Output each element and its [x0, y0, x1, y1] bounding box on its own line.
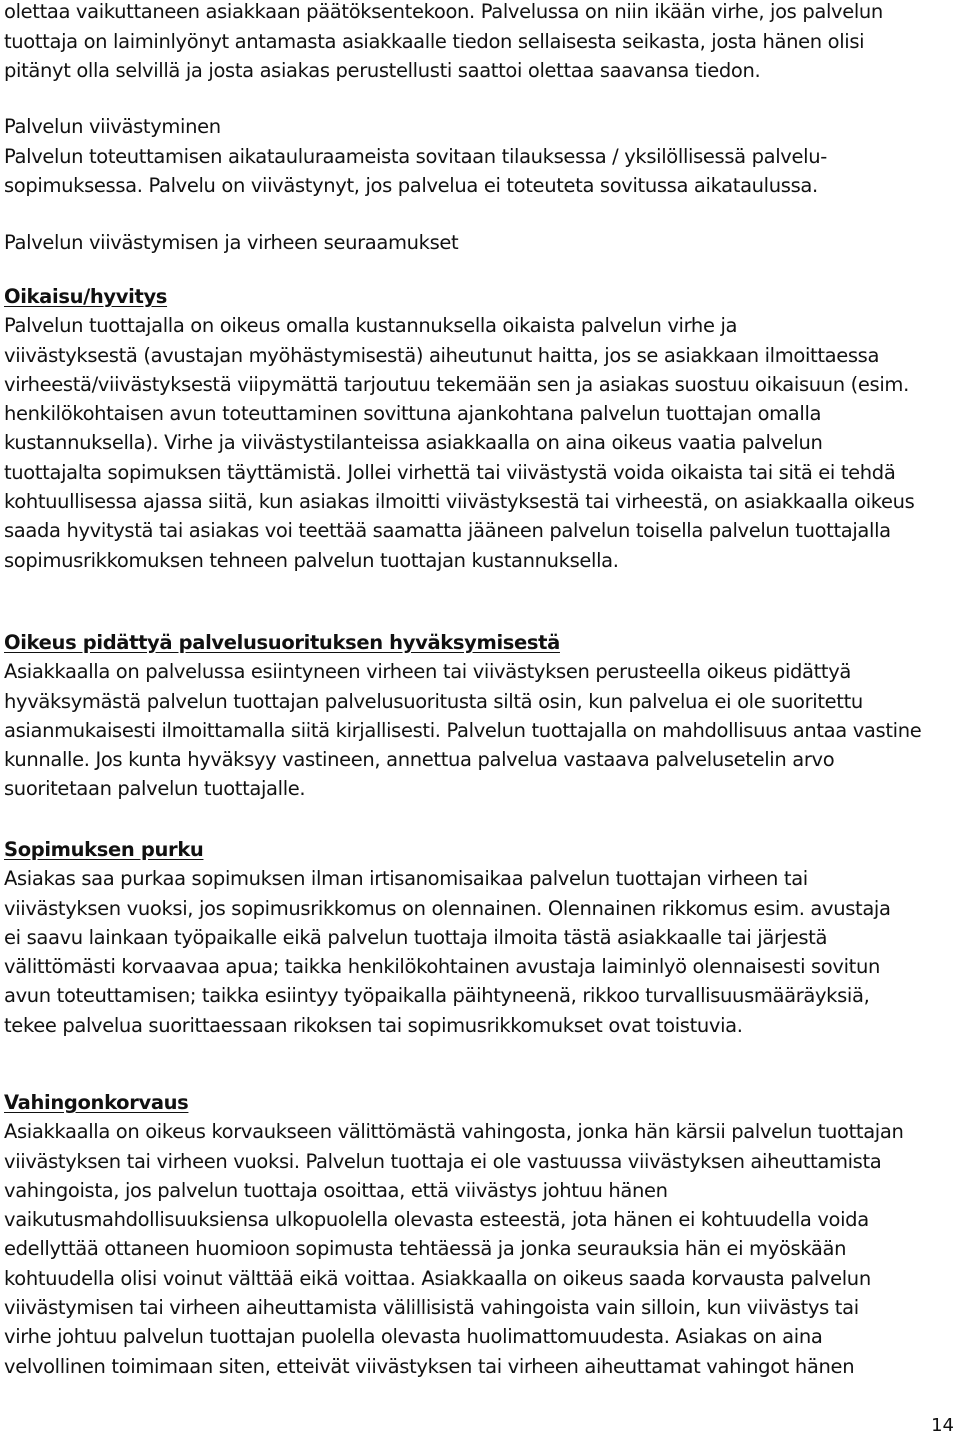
consequences-section	[4, 228, 458, 258]
delay-line: sopimuksessa. Palvelu on viivästynyt, jos palvelua ei toteuteta sovitussa aikataulussa.	[4, 174, 818, 197]
damages-section	[4, 1088, 903, 1381]
correction-line: kohtuullisessa ajassa siitä, kun asiakas ilmoitti viivästyksestä tai virheestä, on asiakkaalla oikeus	[4, 490, 915, 514]
correction-line: saada hyvitystä tai asiakas voi teettää saamatta jääneen palvelun toisella palvelun tuottajalla	[4, 519, 891, 543]
damages-line: vaikutusmahdollisuuksiensa ulkopuolella olevasta esteestä, jota hänen ei kohtuudella voida	[4, 1208, 869, 1232]
correction-section	[4, 282, 915, 575]
delay-title: Palvelun viivästyminen	[4, 115, 221, 138]
delay-section	[4, 112, 827, 201]
delay-line: Palvelun toteuttamisen aikatauluraameista sovitaan tilauksessa / yksilöllisessä palvelu-	[4, 144, 827, 168]
correction-line: henkilökohtaisen avun toteuttaminen sovittuna ajankohtana palvelun tuottajan omalla	[4, 402, 822, 426]
page-number: 14	[931, 1415, 954, 1436]
correction-heading: Oikaisu/hyvitys	[4, 285, 168, 308]
damages-line: viivästyksen tai virheen vuoksi. Palvelun tuottaja ei ole vastuussa viivästyksen aiheuttamista	[4, 1149, 882, 1173]
correction-line: Palvelun tuottajalla on oikeus omalla kustannuksella oikaista palvelun virhe ja	[4, 314, 738, 338]
intro-paragraph	[4, 0, 883, 86]
termination-line: ei saavu lainkaan työpaikalle eikä palvelun tuottaja ilmoita tästä asiakkaalle tai järjestä	[4, 925, 828, 949]
damages-line: kohtuudella olisi voinut välttää eikä voittaa. Asiakkaalla on oikeus saada korvausta palvelun	[4, 1266, 871, 1290]
damages-heading: Vahingonkorvaus	[4, 1091, 189, 1114]
correction-line: tuottajalta sopimuksen täyttämistä. Jollei virhettä tai viivästystä voida oikaista tai sitä ei tehdä	[4, 460, 896, 484]
consequences-title: Palvelun viivästymisen ja virheen seuraamukset	[4, 231, 459, 254]
correction-line: viivästyksestä (avustajan myöhästymisestä) aiheutunut haitta, jos se asiakkaan ilmoittaessa	[4, 343, 880, 367]
termination-section	[4, 835, 891, 1040]
correction-line: sopimusrikkomuksen tehneen palvelun tuottajan kustannuksella.	[4, 548, 619, 572]
withhold-line: suoritetaan palvelun tuottajalle.	[4, 777, 306, 801]
withhold-line: hyväksymästä palvelun tuottajan palvelusuoritusta siltä osin, kun palvelua ei ole suoritettu	[4, 689, 863, 713]
intro-line: olettaa vaikuttaneen asiakkaan päätöksentekoon. Palvelussa on niin ikään virhe, jos palvelun	[4, 0, 883, 23]
damages-line: viivästymisen tai virheen aiheuttamista välillisistä vahingoista vain silloin, kun viivästys tai	[4, 1296, 859, 1320]
termination-line: välittömästi korvaavaa apua; taikka henkilökohtainen avustaja laiminlyö olennaisesti sovitun	[4, 955, 880, 979]
damages-line: Asiakkaalla on oikeus korvaukseen välittömästä vahingosta, jonka hän kärsii palvelun tuottajan	[4, 1120, 904, 1144]
termination-line: viivästyksen vuoksi, jos sopimusrikkomus on olennainen. Olennainen rikkomus esim. avustaja	[4, 896, 891, 920]
damages-line: virhe johtuu palvelun tuottajan puolella olevasta huolimattomuudesta. Asiakas on aina	[4, 1325, 823, 1349]
withhold-heading: Oikeus pidättyä palvelusuorituksen hyväksymisestä	[4, 631, 560, 654]
correction-line: virheestä/viivästyksestä viipymättä tarjoutuu tekemään sen ja asiakas suostuu oikaisuun (esim.	[4, 372, 909, 396]
intro-line: pitänyt olla selvillä ja josta asiakas perustellusti saattoi olettaa saavansa tiedon.	[4, 59, 761, 82]
withhold-section	[4, 628, 921, 804]
correction-line: kustannuksella). Virhe ja viivästystilanteissa asiakkaalla on aina oikeus vaatia palvelun	[4, 431, 823, 455]
termination-line: avun toteuttamisen; taikka esiintyy työpaikalla päihtyneenä, rikkoo turvallisuusmääräyksiä,	[4, 984, 870, 1008]
withhold-line: asianmukaisesti ilmoittamalla siitä kirjallisesti. Palvelun tuottajalla on mahdollisuus antaa vastine	[4, 718, 922, 742]
termination-heading: Sopimuksen purku	[4, 838, 204, 861]
withhold-line: kunnalle. Jos kunta hyväksyy vastineen, annettua palvelua vastaava palvelusetelin arvo	[4, 748, 835, 772]
damages-line: velvollinen toimimaan siten, etteivät viivästyksen tai virheen aiheuttamat vahingot hänen	[4, 1354, 855, 1378]
intro-line: tuottaja on laiminlyönyt antamasta asiakkaalle tiedon sellaisesta seikasta, josta hänen olisi	[4, 29, 865, 53]
damages-line: vahingoista, jos palvelun tuottaja osoittaa, että viivästys johtuu hänen	[4, 1178, 668, 1202]
termination-line: tekee palvelua suorittaessaan rikoksen tai sopimusrikkomukset ovat toistuvia.	[4, 1013, 743, 1037]
withhold-line: Asiakkaalla on palvelussa esiintyneen virheen tai viivästyksen perusteella oikeus pidättyä	[4, 660, 852, 684]
termination-line: Asiakas saa purkaa sopimuksen ilman irtisanomisaikaa palvelun tuottajan virheen tai	[4, 867, 808, 891]
damages-line: edellyttää ottaneen huomioon sopimusta tehtäessä ja jonka seurauksia hän ei myöskään	[4, 1237, 847, 1261]
